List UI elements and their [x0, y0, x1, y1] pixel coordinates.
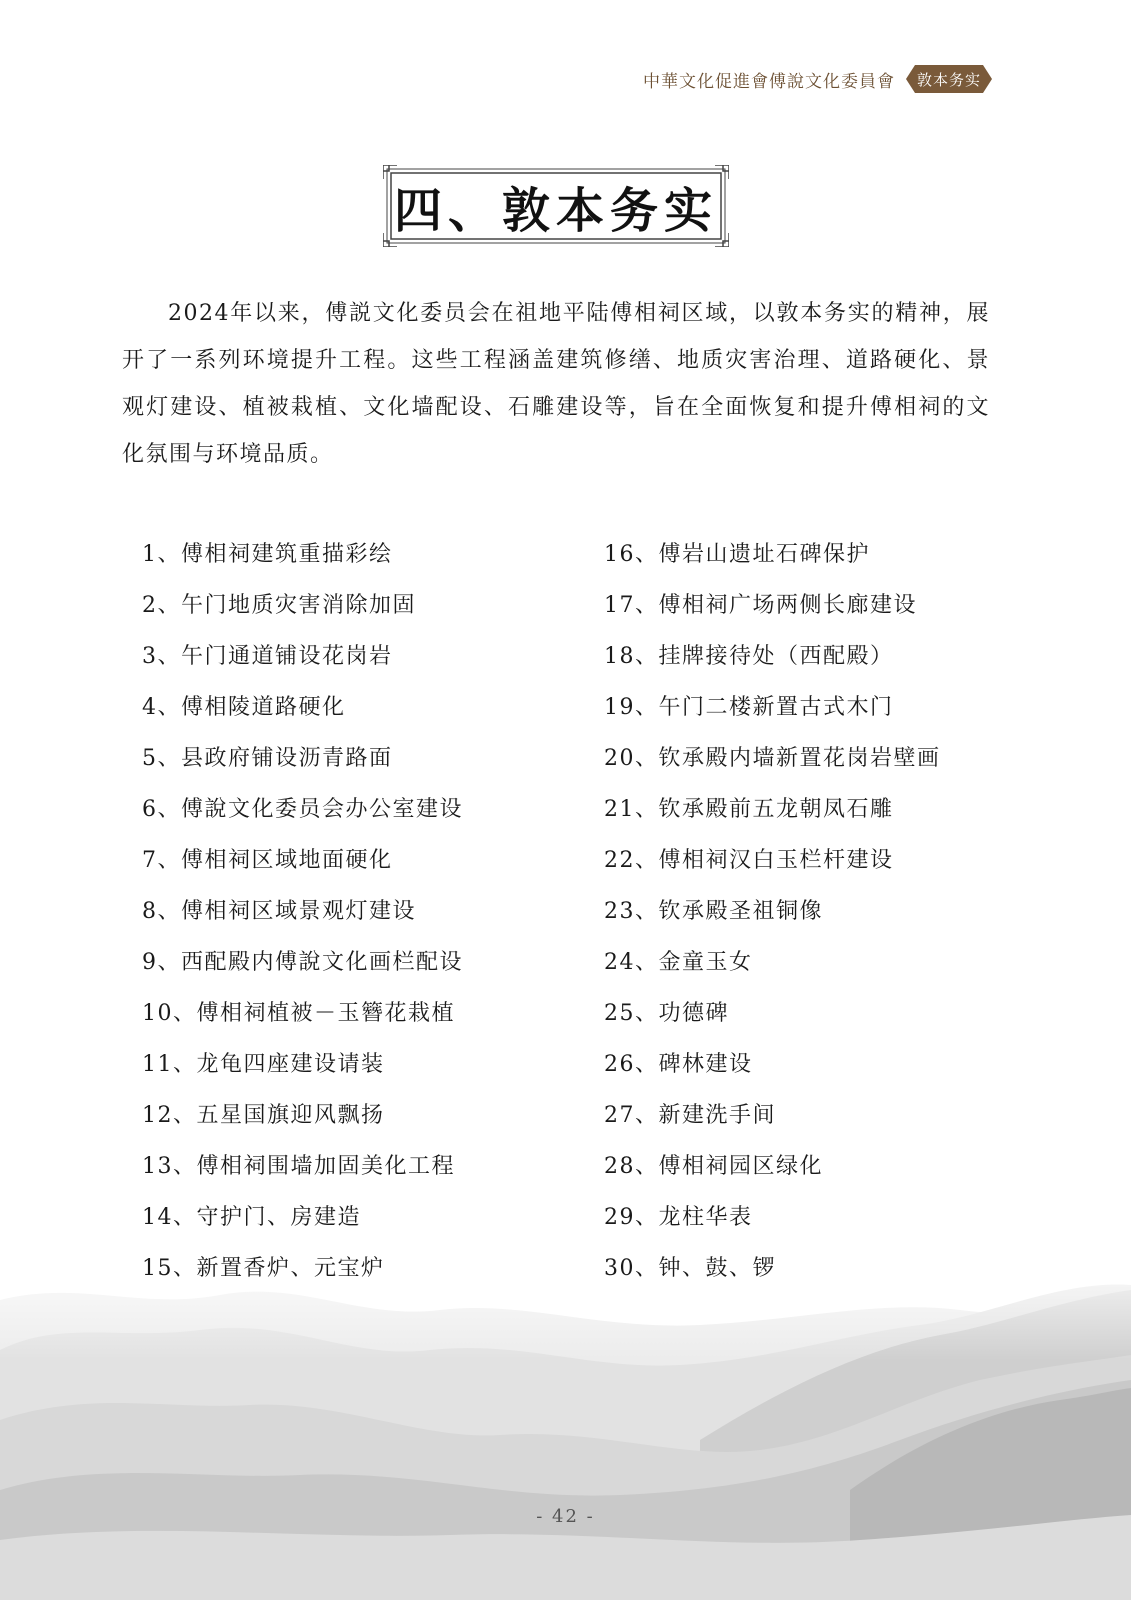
- section-badge: [905, 64, 993, 94]
- list-item: 30、钟、鼓、锣: [604, 1256, 776, 1281]
- list-item: 5、县政府铺设沥青路面: [142, 746, 393, 771]
- list-item: 14、守护门、房建造: [142, 1205, 361, 1230]
- list-item: 15、新置香炉、元宝炉: [142, 1256, 385, 1281]
- list-item: 11、龙龟四座建设请装: [142, 1052, 385, 1077]
- list-item: 26、碑林建设: [604, 1052, 753, 1077]
- list-item: 18、挂牌接待处（西配殿）: [604, 644, 894, 669]
- list-item: 2、午门地质灾害消除加固: [142, 593, 416, 618]
- list-item: 20、钦承殿内墙新置花岗岩壁画: [604, 746, 941, 771]
- list-item: 10、傅相祠植被－玉簪花栽植: [142, 1001, 455, 1026]
- list-item: 6、傅說文化委员会办公室建设: [142, 797, 463, 822]
- list-item: 27、新建洗手间: [604, 1103, 776, 1128]
- section-badge-label: 敦本务实: [916, 70, 981, 89]
- list-item: 24、金童玉女: [604, 950, 753, 975]
- page-title: 四、敦本务实: [393, 182, 718, 239]
- list-item: 22、傅相祠汉白玉栏杆建设: [604, 848, 894, 873]
- list-item: 23、钦承殿圣祖铜像: [604, 899, 823, 924]
- list-item: 13、傅相祠围墙加固美化工程: [142, 1154, 455, 1179]
- page-header: [643, 64, 993, 94]
- intro-paragraph: 2024年以来，傅説文化委员会在祖地平陆傅相祠区域，以敦本务实的精神，展开了一系列环境提升工程。这些工程涵盖建筑修缮、地质灾害治理、道路硬化、景观灯建设、植被栽植、文化墙配设、石雕建设等，旨在全面恢复和提升傅相祠的文化氛围与环境品质。: [122, 301, 990, 467]
- project-list-right: [604, 539, 941, 1304]
- list-item: 29、龙柱华表: [604, 1205, 753, 1230]
- list-item: 4、傅相陵道路硬化: [142, 695, 346, 720]
- list-item: 17、傅相祠广场两侧长廊建设: [604, 593, 917, 618]
- list-item: 28、傅相祠园区绿化: [604, 1154, 823, 1179]
- title-frame: [383, 165, 729, 247]
- list-item: 25、功德碑: [604, 1001, 729, 1026]
- organization-name: 中華文化促進會傅說文化委員會: [643, 71, 895, 92]
- list-item: 9、西配殿内傅說文化画栏配设: [142, 950, 463, 975]
- project-list-left: [142, 539, 463, 1304]
- list-item: 16、傅岩山遗址石碑保护: [604, 542, 870, 567]
- page-number: - 42 -: [536, 1506, 595, 1527]
- list-item: 8、傅相祠区域景观灯建设: [142, 899, 416, 924]
- list-item: 1、傅相祠建筑重描彩绘: [142, 542, 393, 567]
- list-item: 3、午门通道铺设花岗岩: [142, 644, 393, 669]
- list-item: 12、五星国旗迎风飘扬: [142, 1103, 385, 1128]
- list-item: 21、钦承殿前五龙朝凤石雕: [604, 797, 894, 822]
- list-item: 7、傅相祠区域地面硬化: [142, 848, 393, 873]
- list-item: 19、午门二楼新置古式木门: [604, 695, 894, 720]
